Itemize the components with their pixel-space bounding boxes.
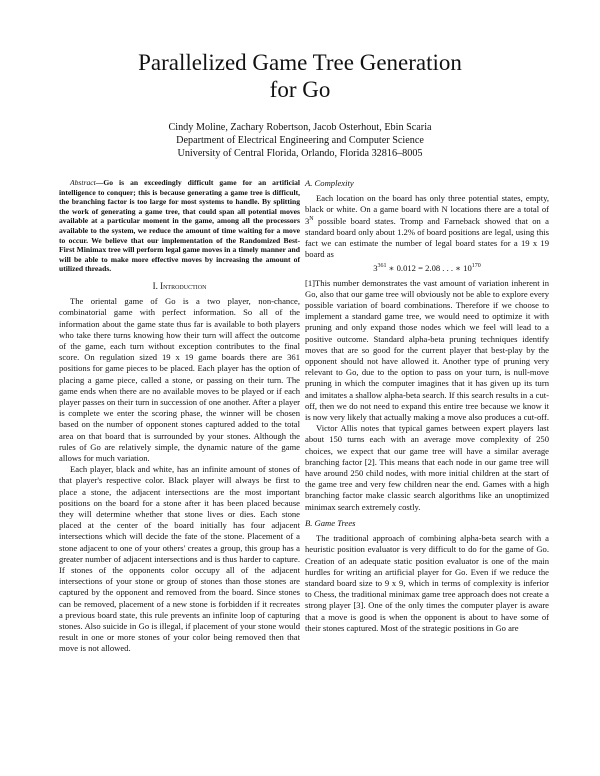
abstract-label: Abstract [70, 178, 96, 187]
author-names: Cindy Moline, Zachary Robertson, Jacob Osterhout, Ebin Scaria [168, 122, 432, 133]
left-column [59, 178, 300, 655]
paper-title [0, 49, 600, 103]
title-line-2: for Go [269, 77, 331, 102]
complexity-paragraph-3: Victor Allis notes that typical games between expert players last about 150 turns each with an average move complexity of 250 choices, we expect that our game tree will have a similar average branching factor [2]. This means that each node in our game tree will have around 250 child nodes, with more initial children at the start of the game tree and very few children near the end. Games with a high branching factor make classic search algorithms like an unoptimized minimax search extremely costly. [305, 423, 549, 512]
equation-exponent-1: 361 [377, 263, 387, 270]
equation-base: 3 [373, 263, 378, 274]
intro-paragraph-1: The oriental game of Go is a two player, non-chance, combinatorial game with perfect information. So all of the information about the game state thus far is available to both players who take there turns knowing how their turn will affect the outcome of the game, each turn without exception contributes to the final score. On regulation sized 19 x 19 game boards there are 361 positions for game pieces to be placed. Each player has the option of placing a game piece, called a stone, or passing on their turn. The game ends when there are no available moves to be played or if each player passes on their turn in succession of one another. After a player is complete we enter the scoring phase, the winner will be chosen based on the number of opponent stones captured added to the total area on that board that is surrounded by your stones. Although the rules of Go are relatively simple, the dynamic nature of the game allows for much variation. [59, 296, 300, 463]
affiliation-department: Department of Electrical Engineering and Computer Science [176, 135, 424, 146]
game-trees-paragraph-1: The traditional approach of combining alpha-beta search with a heuristic position evaluator is very difficult to do for the game of Go. Creation of an adequate static position evaluator is one of the main hurdles for writing an artificial player for Go. Even if we reduce the standard board size to 9 x 9, which in terms of complexity is inferior to Chess, the traditional minimax game tree approach does not create a strong player [3]. One of the only times the computer player is aware that a move is good is when the opponent is about to have some of their stones captured. Most of the strategic positions in Go are [305, 533, 549, 633]
intro-paragraph-2: Each player, black and white, has an infinite amount of stones of that player's respective color. Black player will always be first to place a stone, the adjacent intersections are the most important positions on the board for a stone after it has been placed because they will determine whether that stone lives or dies. Each stone placed at the center of the board initially has four adjacent intersections which will decide the fate of the stone. Placement of a stone adjacent to one of your others' creates a group, this group has a greater number of adjacent intersections and is thus harder to capture. If stones of the opponents color occupy all of the adjacent intersections of your stone or group of stones than those stones are captured by the opponent and removed from the board. Since stones can be removed, placement of a new stone is forbidden if it recreates a previous board state, this rule prevents an infinite loop of capturing stones. Also suicide in Go is illegal, if placement of your stone would result in one or more stones of your color being removed then that move is not allowed. [59, 464, 300, 654]
complexity-p1-text-b: possible board states. Tromp and Farneback showed that on a standard board only about 1.2% of board positions are legal, using this fact we can estimate the number of legal board states for a 19 x 19 board as [305, 215, 549, 260]
subsection-heading-complexity: A. Complexity [305, 178, 354, 188]
right-column [305, 178, 549, 634]
equation-middle: ∗ 0.012 = 2.08 . . . ∗ 10 [386, 263, 472, 274]
author-block [0, 121, 600, 160]
complexity-p1-text-a: Each location on the board has only three potential states, empty, black or white. On a game board with N locations there are a total of 3 [305, 193, 549, 226]
section-heading-introduction: I. Introduction [152, 280, 207, 291]
abstract [59, 178, 300, 274]
affiliation-university: University of Central Florida, Orlando, Florida 32816–8005 [177, 148, 423, 159]
complexity-paragraph-2: [1]This number demonstrates the vast amount of variation inherent in Go, also that our game tree will obviously not be able to explore every possible variation of board combinations. Therefore if we choose to implement a standard game tree, we would need to optimize it with pruning and only expand those nodes which we feel will lead to a positive outcome. Standard alpha-beta pruning techniques identify moves that are so good for the current player that best-play by the opponent should not have allowed it. Another type of pruning very relevant to Go, due to the option to pass on your turn, is null-move pruning in which the computer imagines that it has given up its turn and imitates a shallow alpha-beta search. If this search results in a cut-off, then we do not need to expand this entire tree because we know it is now very likely that actually making a move also produces a cut-off. [305, 277, 549, 423]
equation-exponent-2: 170 [471, 263, 481, 270]
subsection-heading-game-trees: B. Game Trees [305, 517, 356, 528]
equation-legal-states [305, 263, 549, 274]
title-line-1: Parallelized Game Tree Generation [138, 50, 462, 75]
abstract-text: —Go is an exceedingly difficult game for an artificial intelligence to conquer; this is because generating a game tree is difficult, the branching factor is too large for most systems to handle. By splitting the work of generating a game tree, that could span all potential moves available at a particular moment in the game, among all the processors available to the system, we reduce the amount of time waiting for a move to occur. We believe that our implementation of the Randomized Best-First Minimax tree will perform legal game moves in a timely manner and will be able to make more effective moves by increasing the amount of utilized threads. [59, 178, 300, 274]
complexity-paragraph-1 [305, 193, 549, 260]
complexity-p1-superscript: N [309, 215, 314, 222]
